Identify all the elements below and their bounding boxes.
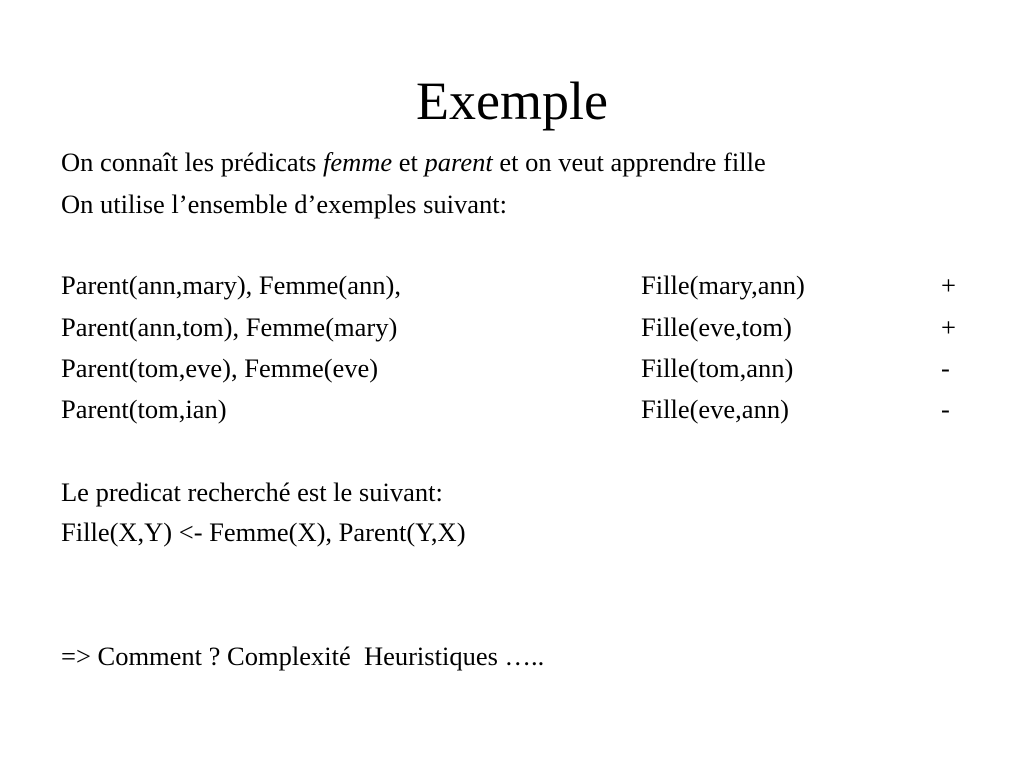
- intro-italic-parent: parent: [424, 147, 493, 177]
- example-target: Fille(mary,ann): [641, 270, 805, 300]
- intro-line-2: On utilise l’ensemble d’exemples suivant:: [61, 189, 507, 219]
- result-rule: Fille(X,Y) <- Femme(X), Parent(Y,X): [61, 517, 466, 547]
- example-row: [61, 392, 950, 426]
- example-background: Parent(tom,ian): [61, 394, 227, 424]
- slide-title: Exemple: [416, 71, 608, 131]
- example-background: Parent(tom,eve), Femme(eve): [61, 353, 379, 383]
- intro-text-1: On connaît les prédicats: [61, 147, 323, 177]
- example-row: [61, 268, 956, 302]
- intro-text-3: et on veut apprendre fille: [492, 147, 766, 177]
- example-target: Fille(eve,ann): [641, 394, 789, 424]
- example-label: +: [941, 312, 956, 342]
- example-label: -: [941, 394, 950, 424]
- intro-italic-femme: femme: [322, 147, 393, 177]
- example-target: Fille(tom,ann): [641, 353, 794, 383]
- example-label: -: [941, 353, 950, 383]
- conclusion-line: => Comment ? Complexité Heuristiques …..: [61, 641, 545, 671]
- example-background: Parent(ann,mary), Femme(ann),: [61, 270, 401, 300]
- example-target: Fille(eve,tom): [641, 312, 792, 342]
- intro-text-2: et: [392, 147, 425, 177]
- example-row: [61, 351, 950, 385]
- intro-line-1: [61, 145, 766, 179]
- example-label: +: [941, 270, 956, 300]
- example-row: [61, 310, 956, 344]
- example-background: Parent(ann,tom), Femme(mary): [61, 312, 398, 342]
- result-intro: Le predicat recherché est le suivant:: [61, 477, 443, 507]
